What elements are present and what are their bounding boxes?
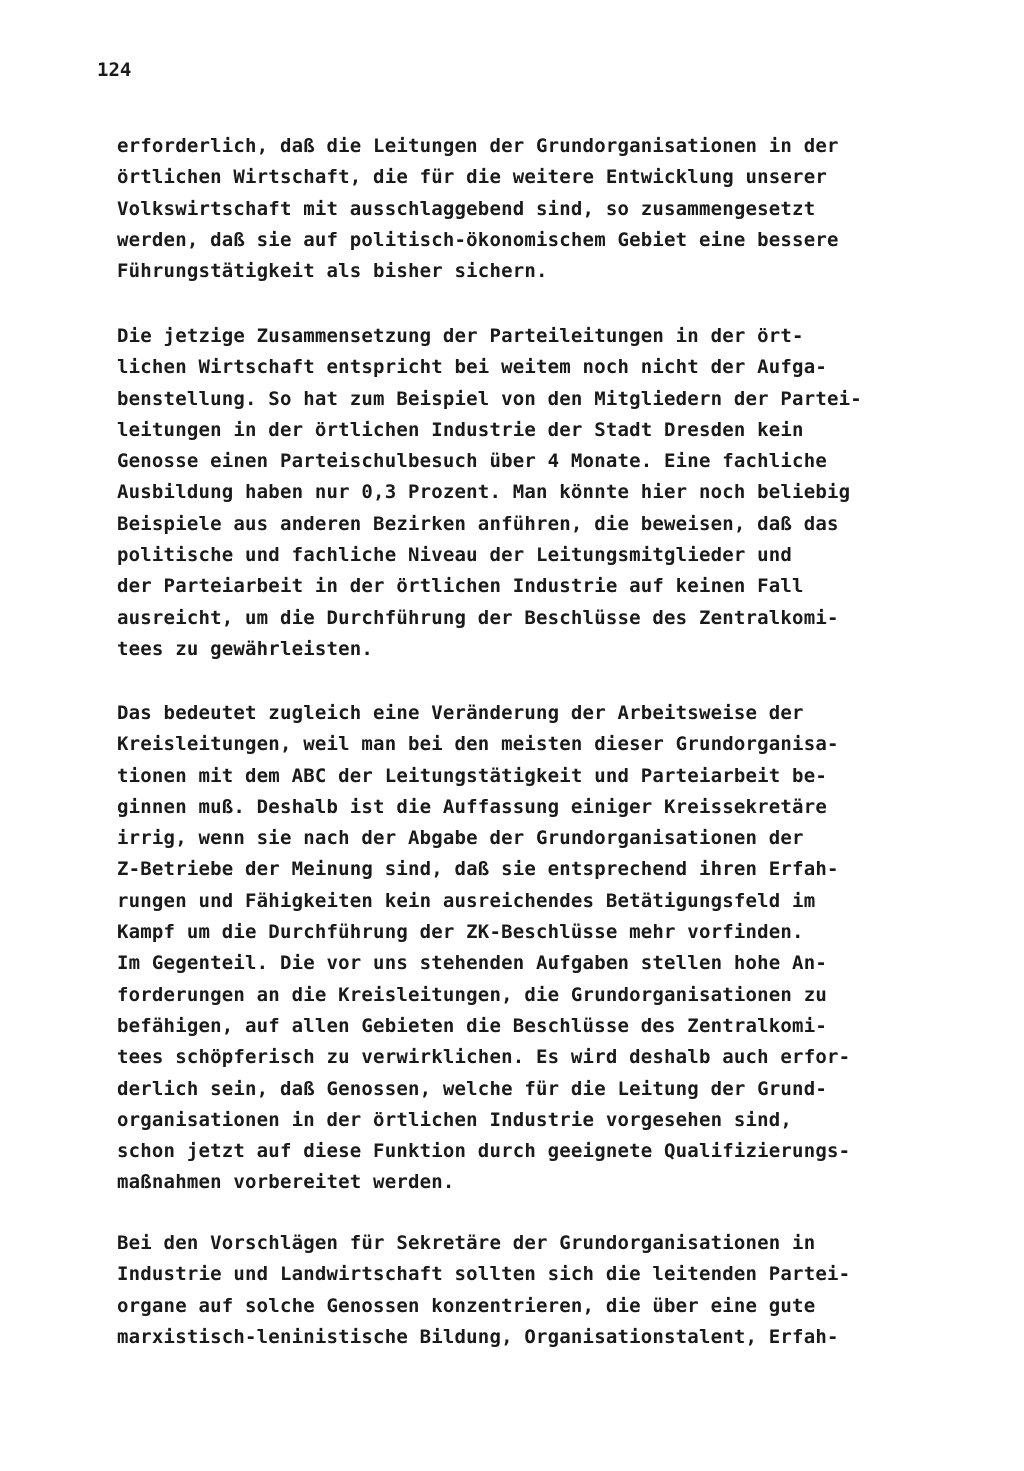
text-line: marxistisch-leninistische Bildung, Organisationstalent, Erfah- [117,1325,839,1348]
text-line: örtlichen Wirtschaft, die für die weitere Entwicklung unserer [117,166,827,189]
text-line: forderungen an die Kreisleitungen, die Grundorganisationen zu [117,983,827,1006]
text-line: Das bedeutet zugleich eine Veränderung der Arbeitsweise der [117,702,804,724]
text-line: Volkswirtschaft mit ausschlaggebend sind, so zusammengesetzt [117,197,816,220]
text-line: Industrie und Landwirtschaft sollten sich die leitenden Partei- [117,1263,851,1286]
text-line: der Parteiarbeit in der örtlichen Industrie auf keinen Fall [117,575,804,598]
text-line: irrig, wenn sie nach der Abgabe der Grundorganisationen der [117,827,804,850]
text-line: leitungen in der örtlichen Industrie der Stadt Dresden kein [117,418,804,441]
text-line: Bei den Vorschlägen für Sekretäre der Grundorganisationen in [117,1232,816,1254]
text-line: tionen mit dem ABC der Leitungstätigkeit und Parteiarbeit be- [117,764,827,787]
page-number: 124 [97,59,132,81]
text-line: Im Gegenteil. Die vor uns stehenden Aufgaben stellen hohe An- [117,952,827,975]
paragraph-4 [117,1228,850,1353]
text-line: Z-Betriebe der Meinung sind, daß sie entsprechend ihren Erfah- [117,858,839,881]
text-line: rungen und Fähigkeiten kein ausreichendes Betätigungsfeld im [117,889,816,912]
text-line: Beispiele aus anderen Bezirken anführen, die beweisen, daß das [117,512,839,535]
text-line: Kampf um die Durchführung der ZK-Beschlüsse mehr vorfinden. [117,921,804,944]
text-line: derlich sein, daß Genossen, welche für die Leitung der Grund- [117,1077,827,1100]
text-line: werden, daß sie auf politisch-ökonomischem Gebiet eine bessere [117,228,839,251]
paragraph-3 [117,698,850,1199]
text-line: ausreicht, um die Durchführung der Beschlüsse des Zentralkomi- [117,606,839,629]
text-line: tees zu gewährleisten. [117,637,374,660]
text-line: befähigen, auf allen Gebieten die Beschlüsse des Zentralkomi- [117,1014,827,1037]
text-line: Die jetzige Zusammensetzung der Parteileitungen in der ört- [117,325,804,347]
text-line: organisationen in der örtlichen Industrie vorgesehen sind, [117,1108,793,1131]
text-line: schon jetzt auf diese Funktion durch geeignete Qualifizierungs- [117,1140,851,1163]
text-line: erforderlich, daß die Leitungen der Grundorganisationen in der [117,135,839,157]
text-line: Ausbildung haben nur 0,3 Prozent. Man könnte hier noch beliebig [117,481,851,504]
text-line: organe auf solche Genossen konzentrieren, die über eine gute [117,1294,816,1317]
text-line: ginnen muß. Deshalb ist die Auffassung einiger Kreissekretäre [117,795,827,818]
text-line: lichen Wirtschaft entspricht bei weitem noch nicht der Aufga- [117,356,827,379]
paragraph-2 [117,321,862,665]
text-line: Genosse einen Parteischulbesuch über 4 Monate. Eine fachliche [117,450,827,473]
text-line: Führungstätigkeit als bisher sichern. [117,260,548,283]
text-line: Kreisleitungen, weil man bei den meisten dieser Grundorganisa- [117,733,839,756]
text-line: politische und fachliche Niveau der Leitungsmitglieder und [117,544,793,567]
text-line: benstellung. So hat zum Beispiel von den Mitgliedern der Partei- [117,387,862,410]
paragraph-1 [117,131,839,287]
text-line: maßnahmen vorbereitet werden. [117,1171,455,1194]
text-line: tees schöpferisch zu verwirklichen. Es wird deshalb auch erfor- [117,1046,851,1069]
